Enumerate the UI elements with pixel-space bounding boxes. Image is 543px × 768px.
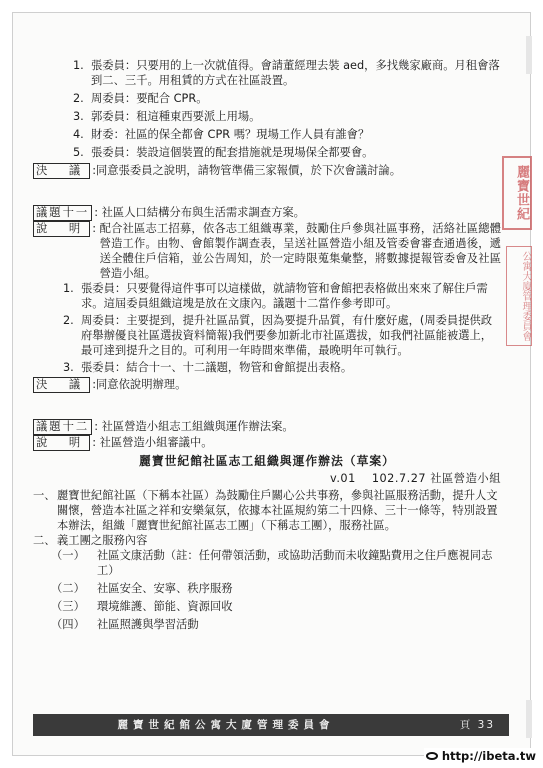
resolution-text: 同意依說明辦理。 [96, 378, 187, 391]
list-item: 5. 張委員：裝設這個裝置的配套措施就是現場保全都要會。 [73, 146, 374, 159]
service-items [33, 548, 501, 632]
binding-hole [526, 700, 532, 738]
explain-label: 說 明 [33, 221, 90, 237]
list-item: 3. 郭委員：租這種東西要派上用場。 [73, 110, 261, 123]
explain-label: 說 明 [33, 435, 90, 451]
list-item: 4. 財委：社區的保全都會 CPR 嗎？現場工作人員有誰會？ [73, 128, 370, 141]
resolution-prev: 決 議 : 同意張委員之說明，請物管準備三家報價，於下次會議討論。 [33, 163, 501, 179]
bylaw-title: 麗寶世紀館社區志工組織與運作辦法（草案） [139, 454, 395, 468]
agenda-11-explanation: 說 明 : 配合社區志工招募，依各志工組織專業，鼓勵住戶參與社區事務，活絡社區總體營造工作。由物、會館製作調查表，呈送社區營造小組及管委會審查通過後，遞送全體住戶信箱，並公告周知，於一定時限蒐集彙整，將數據提報管委會及社區營造小組。 [33, 221, 501, 281]
agenda-title: 社區營造小組志工組織與運作辦法案。 [101, 420, 294, 433]
agenda-title: 社區人口結構分布與生活需求調查方案。 [101, 206, 305, 219]
footer-organization: 麗寶世紀館公寓大廈管理委員會 [117, 719, 335, 731]
watermark-url: http://ibeta.tw [441, 749, 536, 763]
explain-text: 社區營造小組審議中。 [99, 436, 213, 449]
red-seal-stamp: 麗寶世紀 [502, 156, 532, 230]
agenda-12-explanation: 說 明 : 社區營造小組審議中。 [33, 435, 501, 451]
bylaw-paragraphs [33, 488, 501, 548]
discussion-list-prev [33, 58, 501, 160]
list-item: （四） 社區照護與學習活動 [51, 618, 199, 631]
binding-hole [526, 36, 532, 74]
list-item: 1. 張委員：只要覺得這件事可以這樣做，就請物管和會館把表格做出來來了解住戶需求。這屆委員組織這塊是放在文康內。議題十二當作參考即可。 [63, 282, 488, 310]
bylaw-paragraph: 二、 義工團之服務內容 [33, 534, 148, 547]
list-item: （三） 環境維護、節能、資源回收 [51, 600, 233, 613]
bylaw-version [33, 471, 501, 486]
resolution-label: 決 議 [33, 377, 90, 393]
version-date: 102.7.27 社區營造小組 [371, 472, 501, 485]
eye-icon [426, 752, 438, 760]
resolution-label: 決 議 [33, 163, 90, 179]
page-footer [33, 714, 509, 736]
agenda-12-heading: 議題十二 : 社區營造小組志工組織與運作辦法案。 [33, 419, 501, 435]
minutes-body [33, 58, 501, 635]
agenda-label: 議題十一 [33, 205, 92, 221]
resolution-text: 同意張委員之說明，請物管準備三家報價，於下次會議討論。 [96, 164, 402, 177]
discussion-list-11 [33, 281, 501, 375]
site-watermark [424, 748, 539, 764]
resolution-11: 決 議 : 同意依說明辦理。 [33, 377, 501, 393]
page-number: 頁 33 [459, 719, 495, 731]
list-item: 3. 張委員：結合十一、十二議題，物管和會館提出表格。 [63, 361, 353, 374]
agenda-label: 議題十二 [33, 419, 92, 435]
list-item: （一） 社區文康活動（註：任何帶領活動，或協助活動而未收鐘點費用之住戶應視同志工） [51, 549, 493, 577]
list-item: 2. 周委員：主要提到，提升社區品質，因為要提升品質，有什麼好處，(周委員提供政府舉辦優良社區選拔資料簡報)我們要參加新北市社區選拔，如我們社區能被選上，最可達到提升之目的。可利用一年時間來準備，最晚明年可執行。 [63, 314, 493, 357]
list-item: 1. 張委員：只要用的上一次就值得。會請董經理去裝 aed，多找幾家廠商。月租會落到二、三千。用租賃的方式在社區設置。 [73, 59, 500, 87]
agenda-11-heading: 議題十一 : 社區人口結構分布與生活需求調查方案。 [33, 205, 501, 221]
list-item: （二） 社區安全、安寧、秩序服務 [51, 582, 233, 595]
version-number: v.01 [330, 472, 356, 485]
committee-seal-stamp: 公寓大廈管理委員會 [506, 246, 532, 346]
list-item: 2. 周委員：要配合 CPR。 [73, 92, 208, 105]
bylaw-paragraph: 一、 麗寶世紀館社區（下稱本社區）為鼓勵住戶關心公共事務，參與社區服務活動，提升人文關懷，營造本社區之祥和安樂氣氛，依據本社區規約第二十四條、三十一條等，特別設置本辦法，組織「麗寶世紀館社區志工團」（下稱志工團），服務社區。 [33, 489, 498, 532]
explain-text: 配合社區志工招募，依各志工組織專業，鼓勵住戶參與社區事務，活絡社區總體營造工作。由物、會館製作調查表，呈送社區營造小組及管委會審查通過後，遞送全體住戶信箱，並公告周知，於一定時限蒐集彙整，將數據提報管委會及社區營造小組。 [99, 222, 501, 280]
